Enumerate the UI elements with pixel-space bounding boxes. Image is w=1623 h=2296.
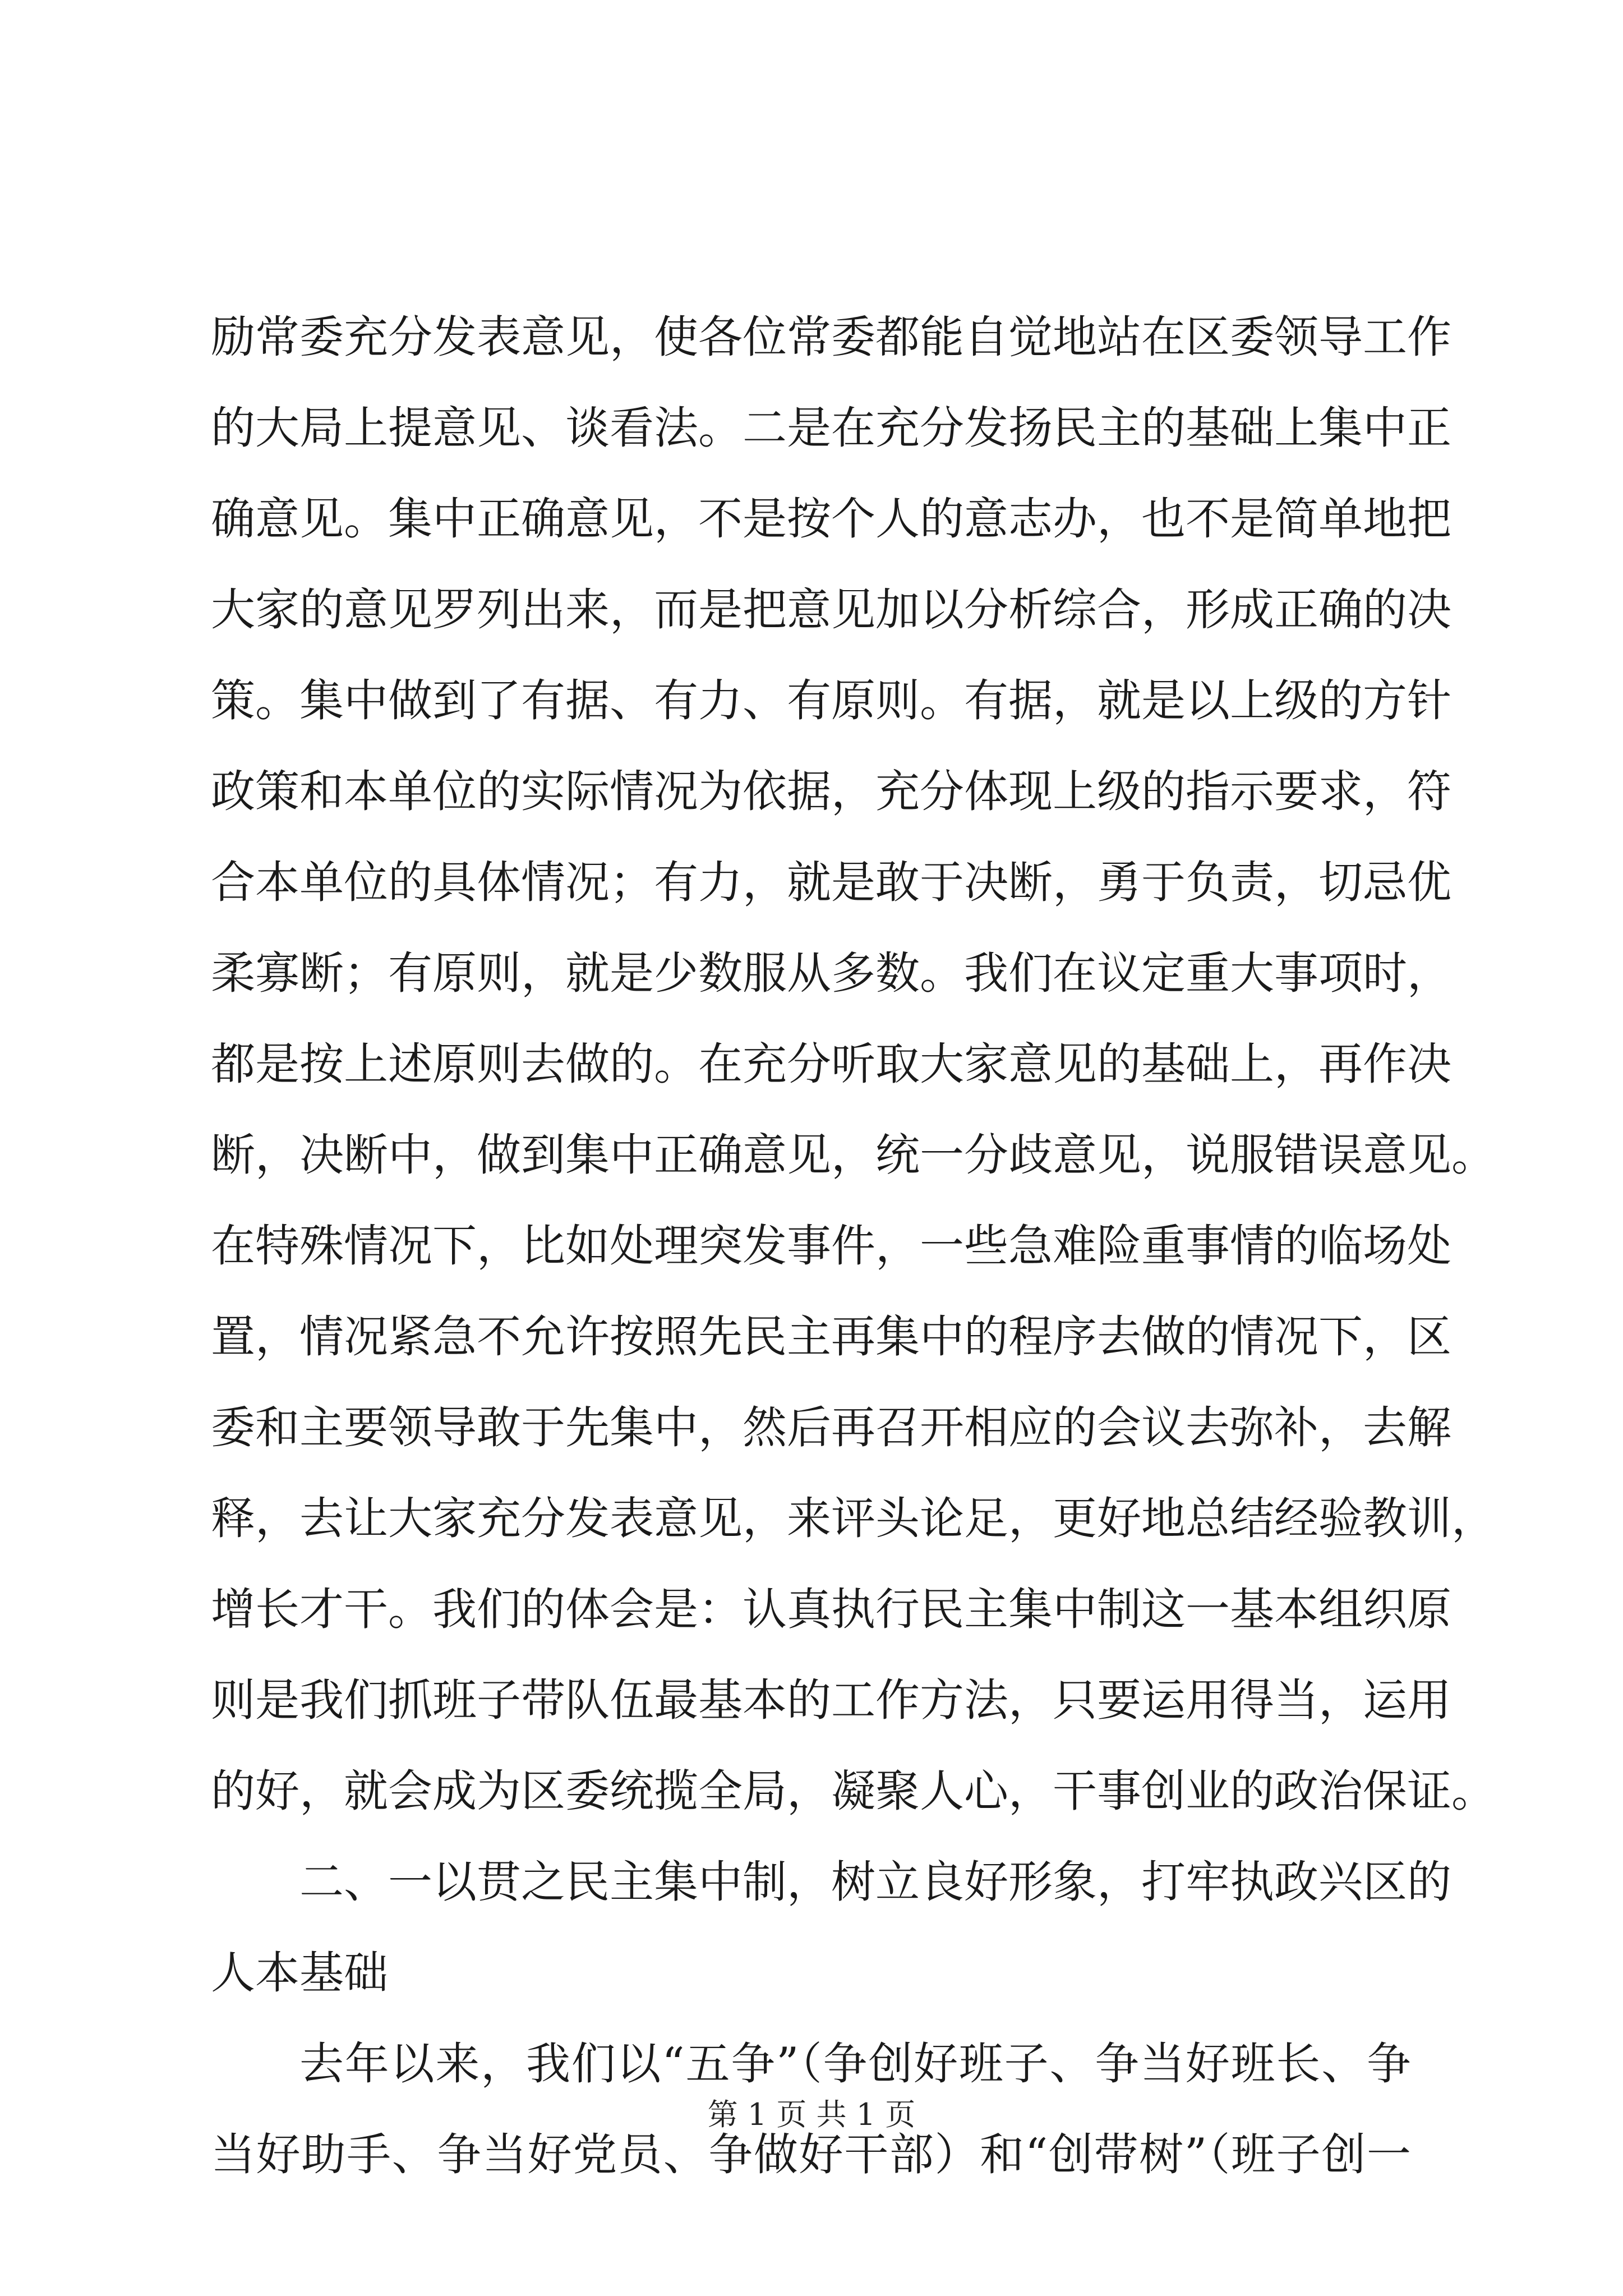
- page-footer: 第 1 页 共 1 页: [707, 2097, 916, 2132]
- section-heading-line: 二、一以贯之民主集中制，树立良好形象，打牢执政兴区的: [299, 1856, 1451, 1908]
- text-line: 在特殊情况下，比如处理突发事件，一些急难险重事情的临场处: [211, 1220, 1451, 1272]
- text-line: 断，决断中，做到集中正确意见，统一分歧意见，说服错误意见。: [211, 1129, 1496, 1181]
- text-line: 励常委充分发表意见，使各位常委都能自觉地站在区委领导工作: [211, 311, 1451, 363]
- text-line: 释，去让大家充分发表意见，来评头论足，更好地总结经验教训，: [211, 1493, 1496, 1544]
- text-line: 的大局上提意见、谈看法。二是在充分发扬民主的基础上集中正: [211, 402, 1451, 454]
- text-line: 大家的意见罗列出来，而是把意见加以分析综合，形成正确的决: [211, 584, 1451, 636]
- text-line: 委和主要领导敢于先集中，然后再召开相应的会议去弥补，去解: [211, 1402, 1451, 1453]
- text-line: 增长才干。我们的体会是：认真执行民主集中制这一基本组织原: [211, 1584, 1451, 1635]
- section-heading-line: 人本基础: [211, 1947, 388, 1999]
- text-line: 都是按上述原则去做的。在充分听取大家意见的基础上，再作决: [211, 1038, 1451, 1090]
- text-line: 柔寡断；有原则，就是少数服从多数。我们在议定重大事项时，: [211, 947, 1451, 999]
- text-line: 当好助手、争当好党员、争做好干部）和“创带树”（班子创一: [211, 2129, 1411, 2180]
- text-line: 政策和本单位的实际情况为依据，充分体现上级的指示要求，符: [211, 766, 1451, 817]
- text-line: 去年以来，我们以“五争”（争创好班子、争当好班长、争: [299, 2038, 1411, 2090]
- text-line: 策。集中做到了有据、有力、有原则。有据，就是以上级的方针: [211, 675, 1451, 726]
- text-line: 的好，就会成为区委统揽全局，凝聚人心，干事创业的政治保证。: [211, 1765, 1496, 1817]
- text-line: 合本单位的具体情况；有力，就是敢于决断，勇于负责，切忌优: [211, 857, 1451, 908]
- text-line: 则是我们抓班子带队伍最基本的工作方法，只要运用得当，运用: [211, 1674, 1451, 1726]
- body-text: [211, 292, 1496, 2200]
- text-line: 置，情况紧急不允许按照先民主再集中的程序去做的情况下，区: [211, 1311, 1451, 1363]
- text-line: 确意见。集中正确意见，不是按个人的意志办，也不是简单地把: [211, 493, 1451, 545]
